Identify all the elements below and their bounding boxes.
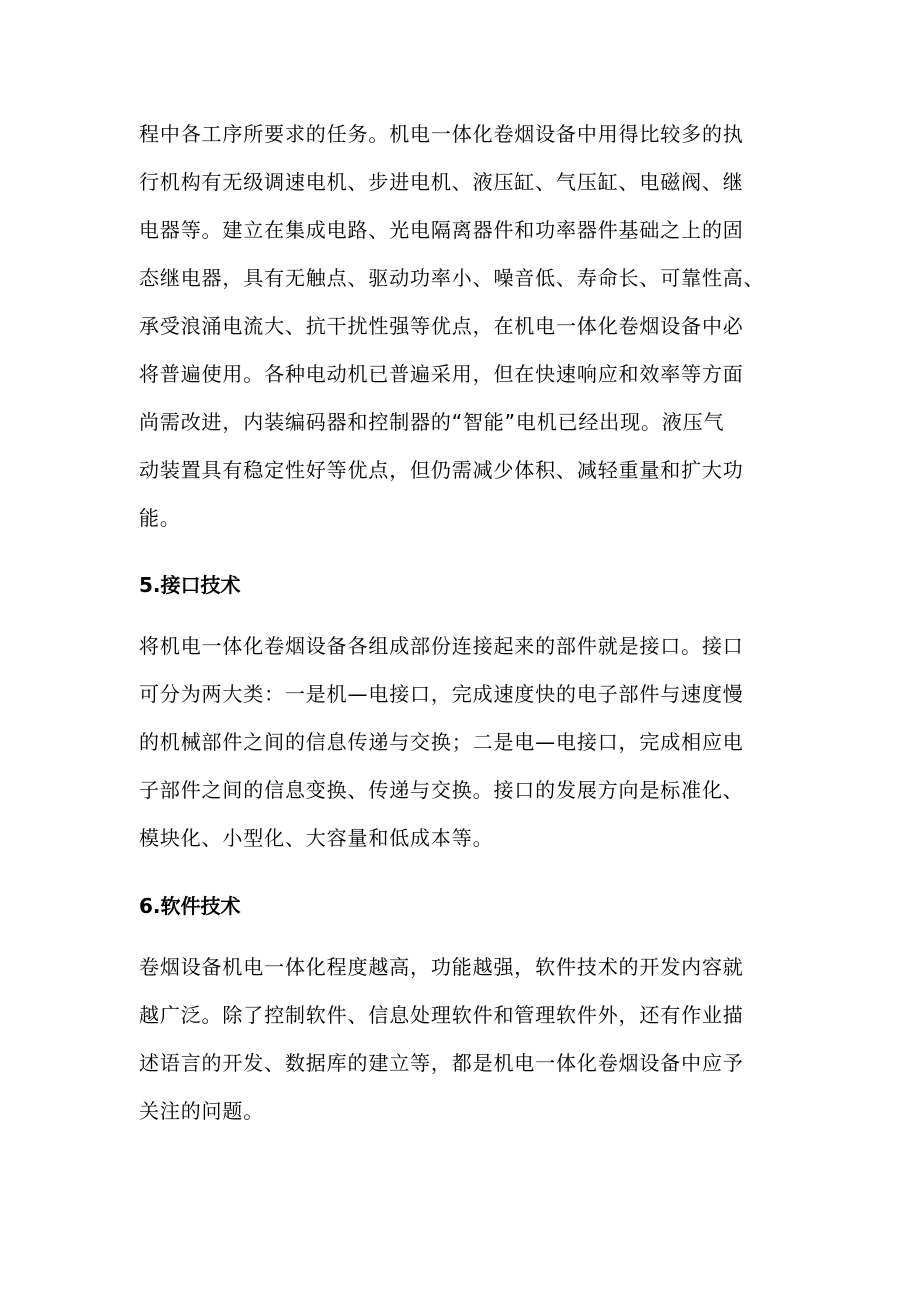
- paragraph-line: 动装置具有稳定性好等优点，但仍需减少体积、减轻重量和扩大功: [139, 458, 744, 482]
- paragraph-line: 关注的问题。: [139, 1099, 265, 1123]
- paragraph-line: 卷烟设备机电一体化程度越高，功能越强，软件技术的开发内容就: [139, 955, 744, 979]
- paragraph-line: 行机构有无级调速电机、步进电机、液压缸、气压缸、电磁阀、继: [139, 170, 744, 194]
- section-heading-interface: 5.接口技术: [139, 573, 241, 597]
- paragraph-line: 可分为两大类：一是机—电接口，完成速度快的电子部件与速度慢: [139, 682, 744, 706]
- paragraph-line: 模块化、小型化、大容量和低成本等。: [139, 826, 494, 850]
- section-heading-software: 6.软件技术: [139, 894, 241, 918]
- paragraph-line: 程中各工序所要求的任务。机电一体化卷烟设备中用得比较多的执: [139, 122, 744, 146]
- paragraph-line: 越广泛。除了控制软件、信息处理软件和管理软件外，还有作业描: [139, 1003, 744, 1027]
- paragraph-line: 尚需改进，内装编码器和控制器的“智能”电机已经出现。液压气: [139, 410, 725, 434]
- paragraph-line: 能。: [139, 506, 181, 530]
- paragraph-line: 电器等。建立在集成电路、光电隔离器件和功率器件基础之上的固: [139, 218, 744, 242]
- paragraph-line: 将普遍使用。各种电动机已普遍采用，但在快速响应和效率等方面: [139, 362, 744, 386]
- paragraph-line: 承受浪涌电流大、抗干扰性强等优点，在机电一体化卷烟设备中必: [139, 314, 744, 338]
- paragraph-line: 子部件之间的信息变换、传递与交换。接口的发展方向是标准化、: [139, 778, 744, 802]
- paragraph-line: 的机械部件之间的信息传递与交换；二是电—电接口，完成相应电: [139, 730, 744, 754]
- paragraph-line: 将机电一体化卷烟设备各组成部份连接起来的部件就是接口。接口: [139, 634, 744, 658]
- paragraph-line: 述语言的开发、数据库的建立等，都是机电一体化卷烟设备中应予: [139, 1051, 744, 1075]
- paragraph-line: 态继电器，具有无触点、驱动功率小、噪音低、寿命长、可靠性高、: [139, 266, 765, 290]
